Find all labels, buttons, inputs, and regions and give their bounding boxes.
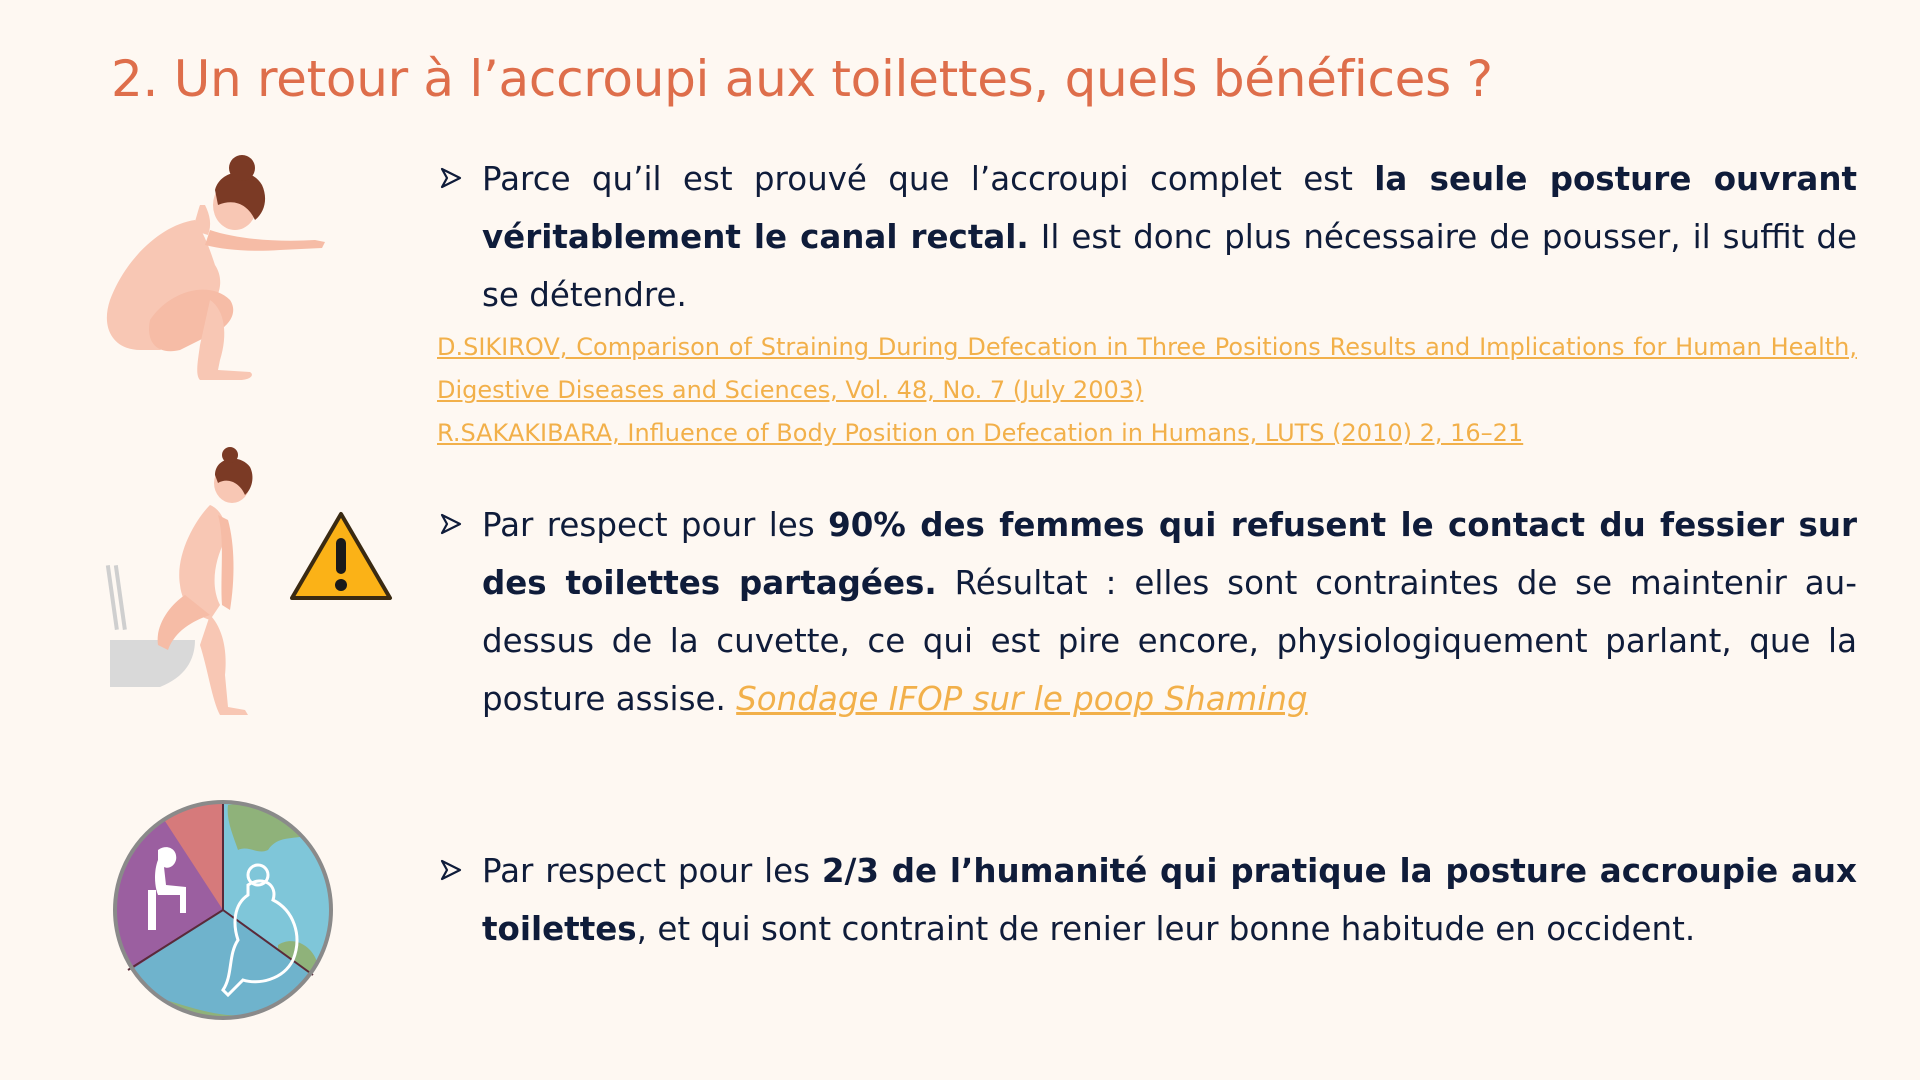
reference-link-sakakibara[interactable]: R.SAKAKIBARA, Influence of Body Position on Defecation in Humans, LUTS (2010) 2, 16–21 (437, 419, 1524, 447)
reference-link-sikirov[interactable]: D.SIKIROV, Comparison of Straining During Defecation in Three Positions Results and Implications for Human Health, Digestive Diseases and Sciences, Vol. 48, No. 7 (July 2003) (437, 333, 1857, 404)
bullet-3-text-after: , et qui sont contraint de renier leur bonne habitude en occident. (636, 910, 1696, 948)
arrow-bullet-icon (440, 859, 462, 881)
hovering-woman-over-toilet-icon (100, 445, 280, 715)
arrow-bullet-icon (440, 513, 462, 535)
bullet-3-text: Par respect pour les (482, 852, 822, 890)
bullet-1-text: Parce qu’il est prouvé que l’accroupi complet est (482, 160, 1375, 198)
squatting-woman-icon (100, 150, 330, 380)
bullet-2-bold: 90% des femmes qui refusent le contact du fessier sur des toilettes partagées. (482, 506, 1857, 602)
bullet-3-bold: 2/3 de l’humanité qui pratique la posture accroupie aux toilettes (482, 852, 1857, 948)
bullet-2-text: Par respect pour les (482, 506, 829, 544)
bullet-2-text-after: Résultat : elles sont contraintes de se maintenir au-dessus de la cuvette, ce qui est pire encore, physiologiquement parlant, que la posture assise. (482, 564, 1857, 718)
bullet-point-2 (437, 496, 1857, 728)
bullet-block-3 (437, 842, 1857, 958)
ifop-survey-link[interactable]: Sondage IFOP sur le poop Shaming (736, 680, 1308, 718)
globe-squatting-icon (108, 795, 338, 1025)
references (437, 326, 1857, 455)
warning-icon (288, 510, 394, 604)
bullet-1-text-after: Il est donc plus nécessaire de pousser, il suffit de se détendre. (482, 218, 1857, 314)
bullet-block-2 (437, 496, 1857, 728)
bullet-point-1 (437, 150, 1857, 324)
bullet-1-bold: la seule posture ouvrant véritablement le canal rectal. (482, 160, 1858, 256)
bullet-point-3 (437, 842, 1857, 958)
arrow-bullet-icon (440, 167, 462, 189)
page-title: 2. Un retour à l’accroupi aux toilettes, quels bénéfices ? (111, 50, 1493, 108)
bullet-block-1 (437, 150, 1857, 455)
